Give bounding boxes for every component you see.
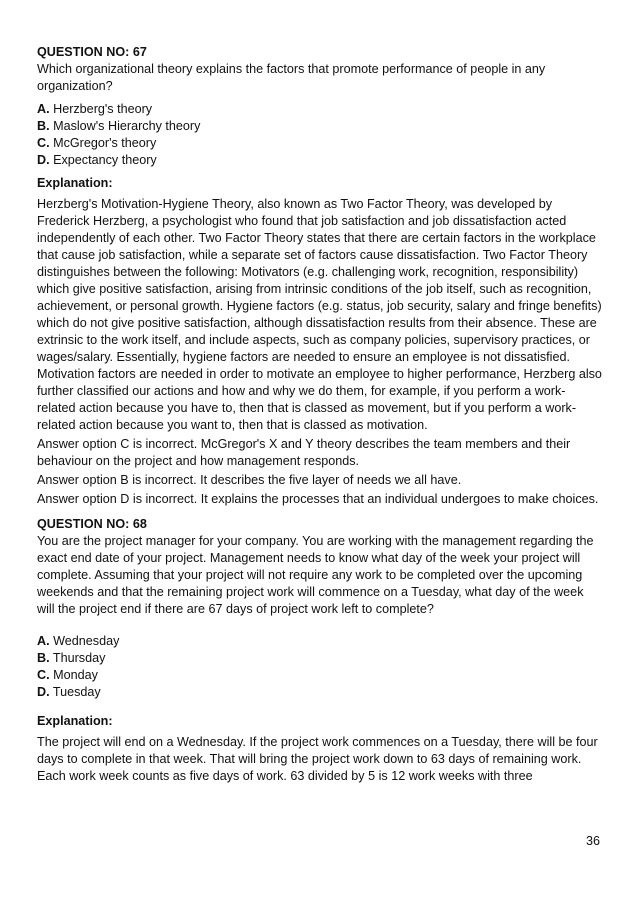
question-68-explanation-heading: Explanation: xyxy=(37,714,113,728)
question-68-text: You are the project manager for your company. You are working with the management regarding the exact end date of your project. Management needs to know what day of the week your project will complete. Assuming that your project will not require any work to be completed over the upcoming weekends and that the remaining project work will commence on a Tuesday, what day of the week will the project end if there are 67 days of project work left to complete? xyxy=(37,534,594,616)
option-letter: C. xyxy=(37,668,50,682)
option-letter: B. xyxy=(37,119,50,133)
option-a xyxy=(37,633,602,650)
question-67-options xyxy=(37,101,602,169)
option-d xyxy=(37,152,602,169)
option-c xyxy=(37,667,602,684)
question-67-explanation-heading: Explanation: xyxy=(37,176,113,190)
option-text: Thursday xyxy=(52,651,106,665)
explanation-paragraph: Answer option D is incorrect. It explains the processes that an individual undergoes to make choices. xyxy=(37,492,599,506)
option-letter: D. xyxy=(37,153,50,167)
option-b xyxy=(37,118,602,135)
option-text: Monday xyxy=(53,668,98,682)
page-number: 36 xyxy=(585,834,600,848)
question-68-heading: QUESTION NO: 68 xyxy=(37,517,147,531)
option-b xyxy=(37,650,602,667)
question-68-options xyxy=(37,633,602,701)
option-letter: C. xyxy=(37,136,50,150)
question-67-text: Which organizational theory explains the factors that promote performance of people in any organization? xyxy=(37,62,546,93)
option-d xyxy=(37,684,602,701)
document-page xyxy=(37,44,602,787)
option-letter: D. xyxy=(37,685,50,699)
question-67-heading: QUESTION NO: 67 xyxy=(37,45,147,59)
option-text: Maslow's Hierarchy theory xyxy=(53,119,201,133)
explanation-paragraph: The project will end on a Wednesday. If the project work commences on a Tuesday, there will be four days to complete in that week. That will bring the project work down to 63 days of remaining work. Each work week counts as five days of work. 63 divided by 5 is 12 work weeks with three xyxy=(37,735,598,783)
explanation-paragraph: Herzberg's Motivation-Hygiene Theory, also known as Two Factor Theory, was developed by Frederick Herzberg, a psychologist who found that job satisfaction and job dissatisfaction acted independently of each other. Two Factor Theory states that there are certain factors in the workplace that cause job satisfaction, while a separate set of factors cause dissatisfaction. Two Factor Theory distinguishes between the following: Motivators (e.g. challenging work, recognition, responsibility) which give positive satisfaction, arising from intrinsic conditions of the job itself, such as recognition, achievement, or personal growth. Hygiene factors (e.g. status, job security, salary and fringe benefits) which do not give positive satisfaction, although dissatisfaction results from their absence. These are extrinsic to the work itself, and include aspects, such as company policies, supervisory practices, or wages/salary. Essentially, hygiene factors are needed to ensure an employee is not dissatisfied. Motivation factors are needed in order to motivate an employee to higher performance, Herzberg also further classified our actions and how and why we do them, for example, if you perform a work-related action because you have to, then that is classed as movement, but if you perform a work-related action because you want to, then that is classed as motivation. xyxy=(37,197,602,432)
option-text: Tuesday xyxy=(52,685,101,699)
explanation-paragraph: Answer option C is incorrect. McGregor's X and Y theory describes the team members and their behaviour on the project and how management responds. xyxy=(37,437,571,468)
option-text: McGregor's theory xyxy=(53,136,157,150)
option-letter: A. xyxy=(37,634,50,648)
option-a xyxy=(37,101,602,118)
option-text: Expectancy theory xyxy=(53,153,157,167)
option-text: Herzberg's theory xyxy=(53,102,153,116)
option-c xyxy=(37,135,602,152)
option-letter: B. xyxy=(37,651,50,665)
option-text: Wednesday xyxy=(53,634,120,648)
option-letter: A. xyxy=(37,102,50,116)
explanation-paragraph: Answer option B is incorrect. It describes the five layer of needs we all have. xyxy=(37,473,462,487)
